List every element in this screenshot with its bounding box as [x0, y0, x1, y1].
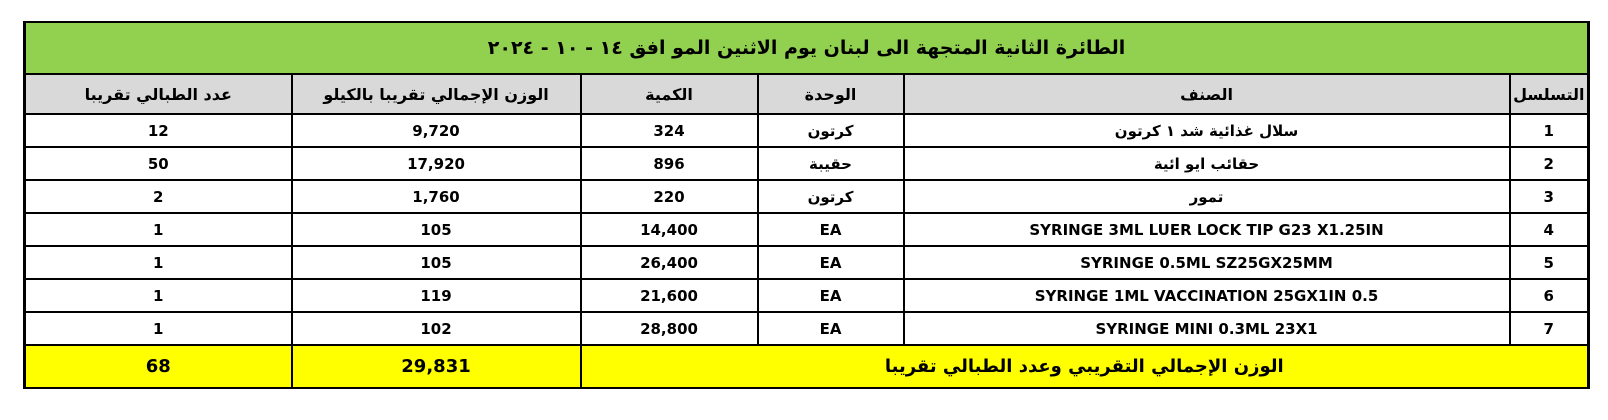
cell-serial: 2: [1510, 147, 1589, 180]
cell-serial: 7: [1510, 312, 1589, 345]
cell-serial: 1: [1510, 114, 1589, 147]
total-weight: 29,831: [292, 345, 581, 388]
table-row: [25, 279, 1589, 312]
cell-item: SYRINGE 1ML VACCINATION 25GX1IN 0.5: [904, 279, 1510, 312]
table-row: [25, 246, 1589, 279]
table-row: [25, 114, 1589, 147]
cell-quantity: 21,600: [581, 279, 758, 312]
cell-quantity: 220: [581, 180, 758, 213]
cell-weight: 1,760: [292, 180, 581, 213]
cell-weight: 102: [292, 312, 581, 345]
table-row: [25, 213, 1589, 246]
header-unit: الوحدة: [758, 74, 904, 114]
cell-pallets: 12: [25, 114, 292, 147]
cell-unit: EA: [758, 246, 904, 279]
cell-unit: كرتون: [758, 114, 904, 147]
header-pallets: عدد الطبالي تقريبا: [25, 74, 292, 114]
cell-unit: EA: [758, 279, 904, 312]
cell-item: SYRINGE 3ML LUER LOCK TIP G23 X1.25IN: [904, 213, 1510, 246]
cell-weight: 9,720: [292, 114, 581, 147]
table-title: الطائرة الثانية المتجهة الى لبنان يوم الاثنين المو افق ١٤ - ١٠ - ٢٠٢٤: [25, 22, 1589, 74]
shipment-sheet: [23, 21, 1587, 389]
shipment-table: [23, 21, 1590, 389]
cell-unit: EA: [758, 312, 904, 345]
cell-serial: 5: [1510, 246, 1589, 279]
cell-item: سلال غذائية شد ١ كرتون: [904, 114, 1510, 147]
cell-quantity: 324: [581, 114, 758, 147]
cell-pallets: 50: [25, 147, 292, 180]
cell-quantity: 14,400: [581, 213, 758, 246]
header-row: [25, 74, 1589, 114]
table-row: [25, 147, 1589, 180]
cell-quantity: 28,800: [581, 312, 758, 345]
header-serial: التسلسل: [1510, 74, 1589, 114]
cell-serial: 6: [1510, 279, 1589, 312]
cell-quantity: 26,400: [581, 246, 758, 279]
cell-unit: كرتون: [758, 180, 904, 213]
cell-weight: 105: [292, 213, 581, 246]
cell-serial: 4: [1510, 213, 1589, 246]
cell-item: حقائب ايو ائية: [904, 147, 1510, 180]
cell-weight: 105: [292, 246, 581, 279]
header-item: الصنف: [904, 74, 1510, 114]
cell-pallets: 1: [25, 246, 292, 279]
cell-unit: EA: [758, 213, 904, 246]
cell-quantity: 896: [581, 147, 758, 180]
cell-pallets: 1: [25, 312, 292, 345]
header-quantity: الكمية: [581, 74, 758, 114]
cell-pallets: 1: [25, 213, 292, 246]
total-label: الوزن الإجمالي التقريبي وعدد الطبالي تقريبا: [581, 345, 1589, 388]
cell-weight: 119: [292, 279, 581, 312]
cell-weight: 17,920: [292, 147, 581, 180]
title-row: [25, 22, 1589, 74]
cell-item: تمور: [904, 180, 1510, 213]
cell-pallets: 1: [25, 279, 292, 312]
cell-item: SYRINGE 0.5ML SZ25GX25MM: [904, 246, 1510, 279]
total-row: [25, 345, 1589, 388]
cell-serial: 3: [1510, 180, 1589, 213]
header-weight: الوزن الإجمالي تقريبا بالكيلو: [292, 74, 581, 114]
cell-unit: حقيبة: [758, 147, 904, 180]
table-row: [25, 312, 1589, 345]
cell-pallets: 2: [25, 180, 292, 213]
total-pallets: 68: [25, 345, 292, 388]
cell-item: SYRINGE MINI 0.3ML 23X1: [904, 312, 1510, 345]
table-row: [25, 180, 1589, 213]
